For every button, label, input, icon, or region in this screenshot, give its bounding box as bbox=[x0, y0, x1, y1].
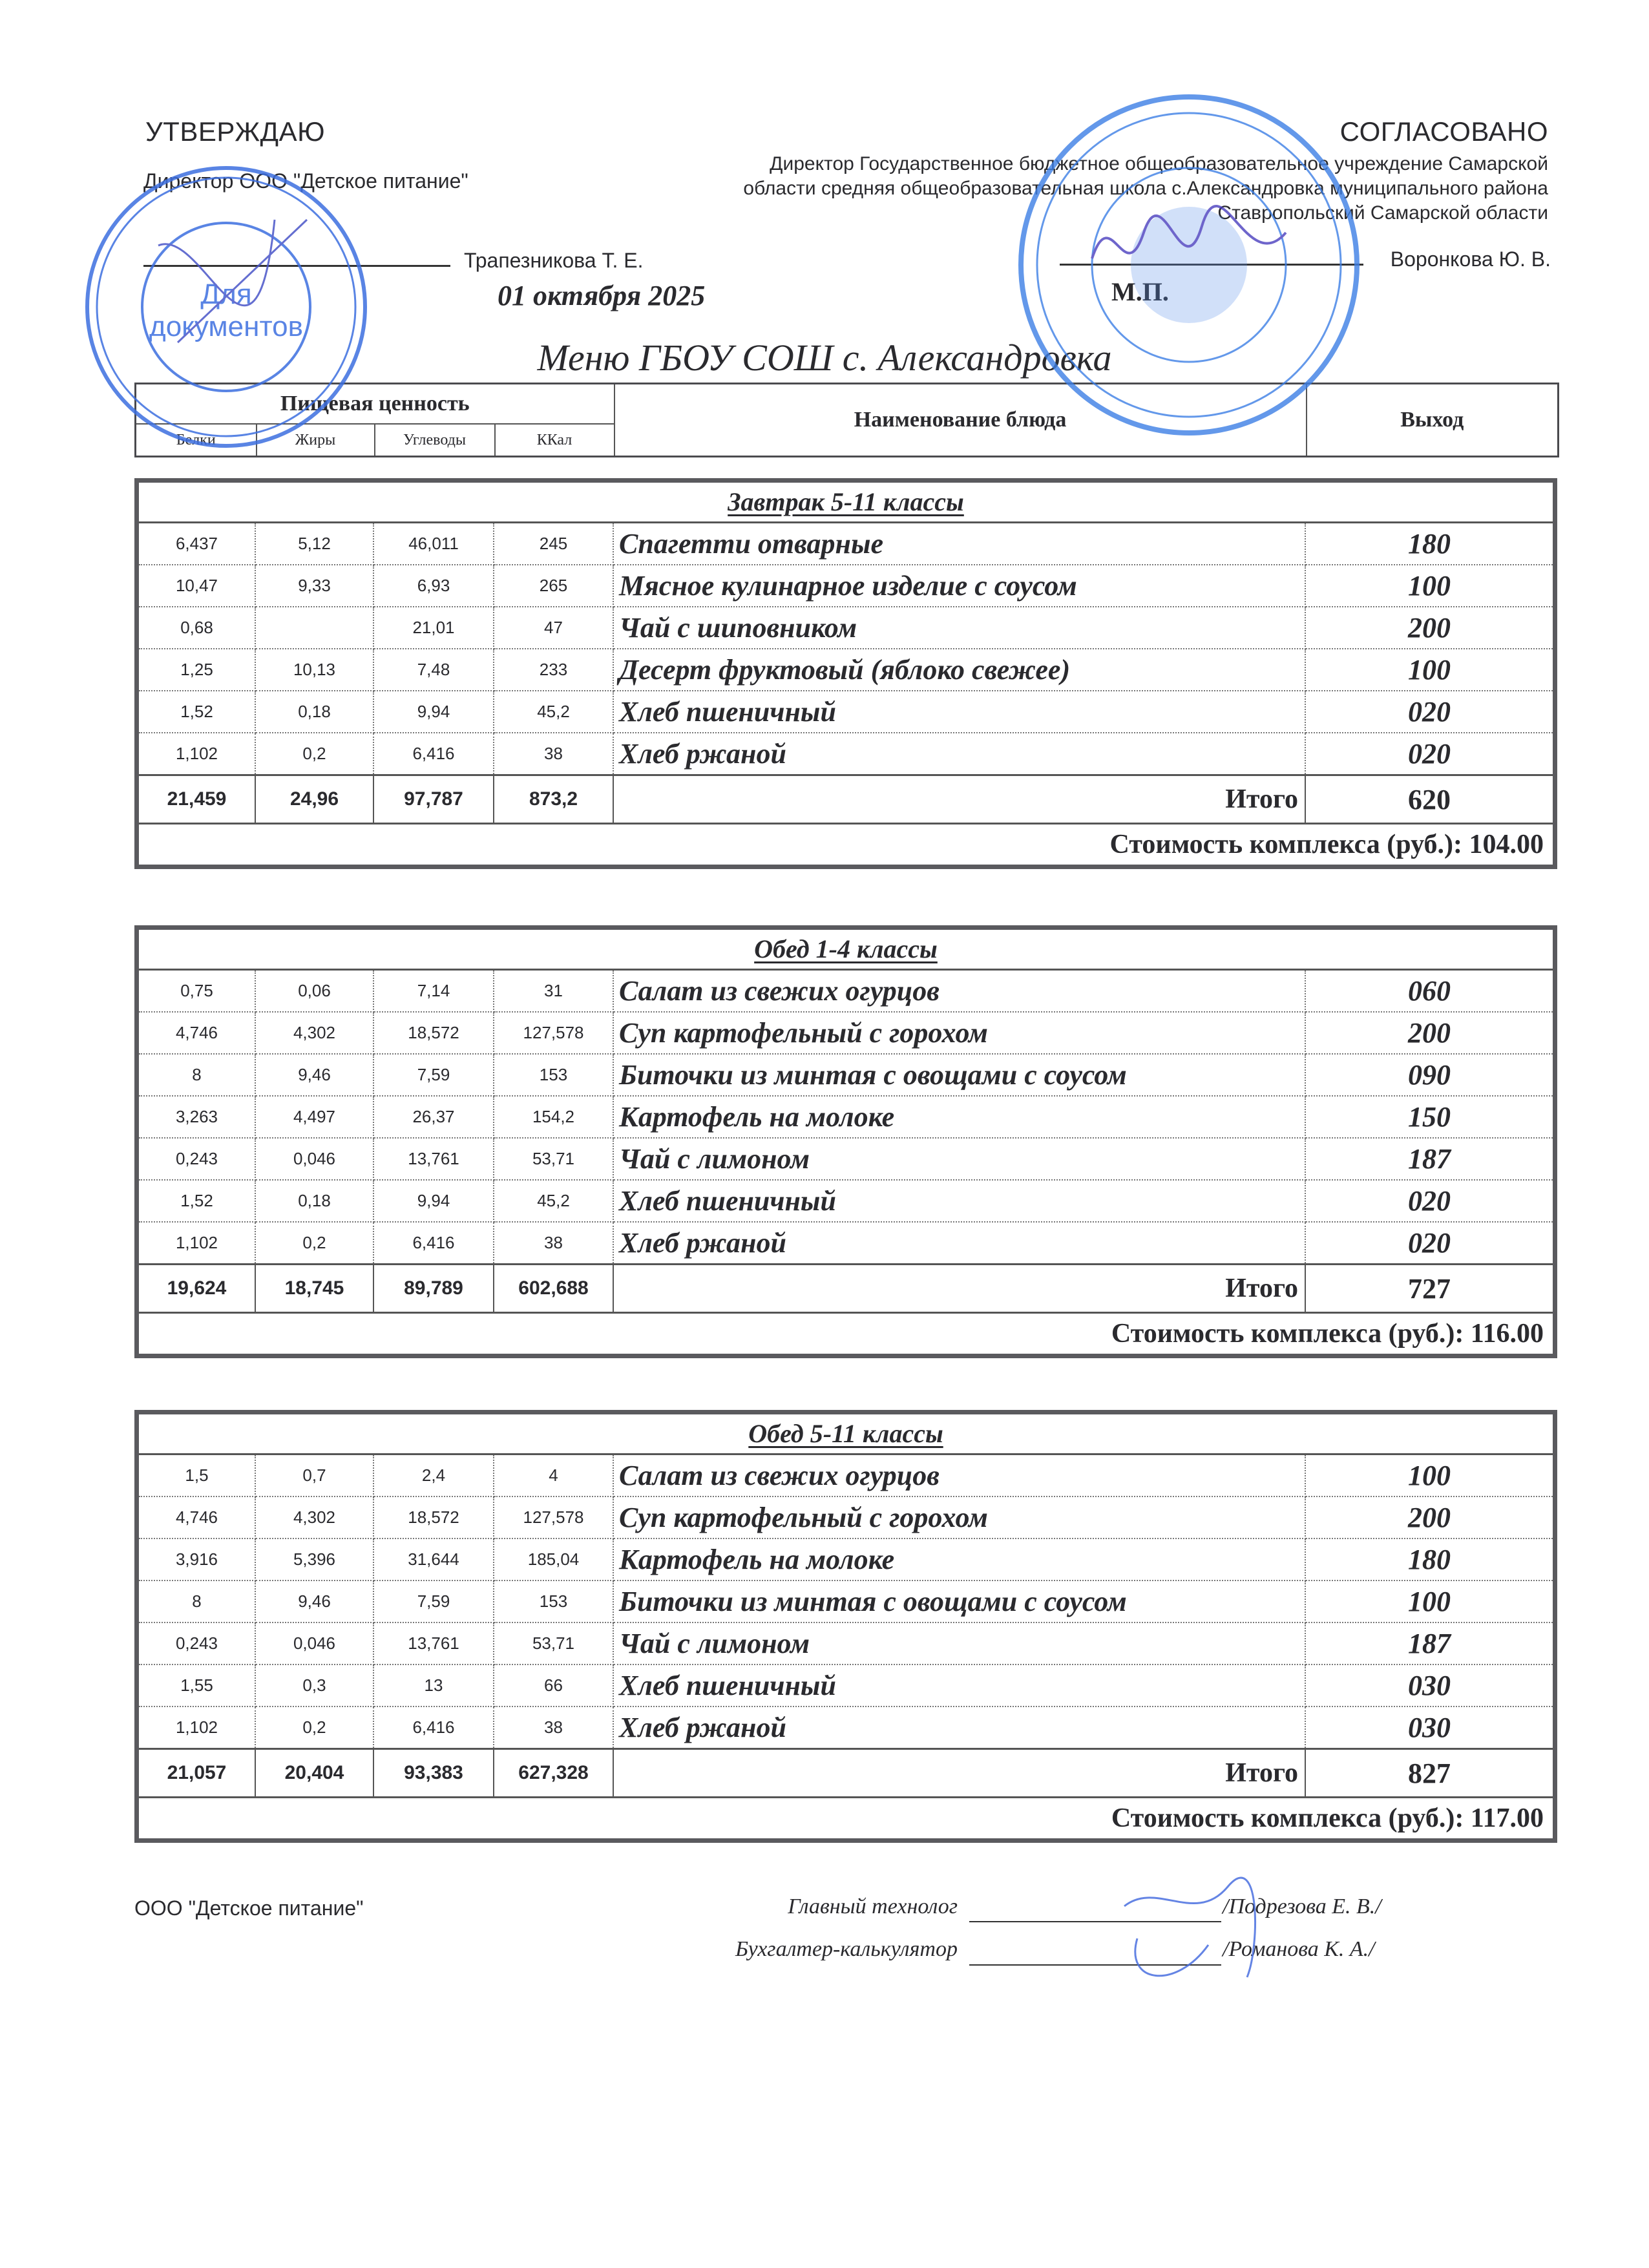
carbs-cell: 7,14 bbox=[373, 970, 494, 1013]
table-row bbox=[139, 733, 1553, 775]
menu-table bbox=[139, 1453, 1553, 1798]
total-row bbox=[139, 1265, 1553, 1313]
protein-cell: 0,68 bbox=[139, 607, 255, 649]
page-title: Меню ГБОУ СОШ с. Александровка bbox=[537, 337, 1112, 379]
section-title bbox=[139, 930, 1553, 969]
carbs-cell: 26,37 bbox=[373, 1096, 494, 1138]
dish-name-cell: Чай с шиповником bbox=[613, 607, 1305, 649]
accountant-role: Бухгалтер-калькулятор bbox=[735, 1937, 958, 1961]
yield-cell: 020 bbox=[1305, 1180, 1553, 1222]
kcal-cell: 45,2 bbox=[494, 1180, 613, 1222]
total-kcal: 873,2 bbox=[494, 775, 613, 824]
approve-title: УТВЕРЖДАЮ bbox=[145, 116, 326, 147]
protein-cell: 4,746 bbox=[139, 1012, 255, 1054]
dish-name-cell: Картофель на молоке bbox=[613, 1538, 1305, 1580]
protein-cell: 8 bbox=[139, 1580, 255, 1622]
fat-cell: 0,2 bbox=[255, 1706, 373, 1749]
dish-name-cell: Салат из свежих огурцов bbox=[613, 1454, 1305, 1497]
table-row bbox=[139, 1138, 1553, 1180]
table-row bbox=[139, 1180, 1553, 1222]
kcal-cell: 66 bbox=[494, 1664, 613, 1706]
table-row bbox=[139, 523, 1553, 565]
dish-name-cell: Суп картофельный с горохом bbox=[613, 1496, 1305, 1538]
table-row bbox=[139, 649, 1553, 691]
total-fat: 20,404 bbox=[255, 1749, 373, 1798]
total-kcal: 602,688 bbox=[494, 1265, 613, 1313]
table-row bbox=[139, 1580, 1553, 1622]
table-row bbox=[139, 565, 1553, 607]
protein-header: Белки bbox=[136, 424, 257, 457]
total-label: Итого bbox=[613, 775, 1305, 824]
carbs-cell: 6,416 bbox=[373, 1222, 494, 1265]
company-stamp-icon bbox=[61, 149, 397, 459]
kcal-cell: 245 bbox=[494, 523, 613, 565]
yield-cell: 200 bbox=[1305, 1496, 1553, 1538]
kcal-cell: 38 bbox=[494, 733, 613, 775]
dish-name-cell: Хлеб пшеничный bbox=[613, 691, 1305, 733]
yield-cell: 150 bbox=[1305, 1096, 1553, 1138]
total-row bbox=[139, 1749, 1553, 1798]
approve-name: Трапезникова Т. Е. bbox=[464, 249, 644, 272]
total-kcal: 627,328 bbox=[494, 1749, 613, 1798]
carbs-cell: 2,4 bbox=[373, 1454, 494, 1497]
table-row bbox=[139, 1496, 1553, 1538]
protein-cell: 0,243 bbox=[139, 1138, 255, 1180]
dish-name-cell: Салат из свежих огурцов bbox=[613, 970, 1305, 1013]
menu-section bbox=[134, 478, 1557, 869]
fat-header: Жиры bbox=[257, 424, 375, 457]
total-label: Итого bbox=[613, 1265, 1305, 1313]
carbs-cell: 46,011 bbox=[373, 523, 494, 565]
total-carbs: 89,789 bbox=[373, 1265, 494, 1313]
dish-name-cell: Спагетти отварные bbox=[613, 523, 1305, 565]
yield-cell: 187 bbox=[1305, 1138, 1553, 1180]
fat-cell: 0,2 bbox=[255, 733, 373, 775]
protein-cell: 1,5 bbox=[139, 1454, 255, 1497]
fat-cell: 5,12 bbox=[255, 523, 373, 565]
protein-cell: 1,52 bbox=[139, 691, 255, 733]
yield-cell: 060 bbox=[1305, 970, 1553, 1013]
approve-role: Директор ООО "Детское питание" bbox=[143, 169, 468, 193]
protein-cell: 1,102 bbox=[139, 1706, 255, 1749]
fat-cell: 0,18 bbox=[255, 1180, 373, 1222]
fat-cell: 4,497 bbox=[255, 1096, 373, 1138]
yield-cell: 020 bbox=[1305, 1222, 1553, 1265]
total-fat: 18,745 bbox=[255, 1265, 373, 1313]
yield-cell: 020 bbox=[1305, 691, 1553, 733]
carbs-cell: 13,761 bbox=[373, 1622, 494, 1664]
carbs-cell: 18,572 bbox=[373, 1496, 494, 1538]
nutrition-group-header: Пищевая ценность bbox=[136, 384, 614, 425]
dish-name-cell: Хлеб пшеничный bbox=[613, 1664, 1305, 1706]
carbs-cell: 6,93 bbox=[373, 565, 494, 607]
total-yield: 827 bbox=[1305, 1749, 1553, 1798]
carbs-cell: 13 bbox=[373, 1664, 494, 1706]
total-protein: 21,057 bbox=[139, 1749, 255, 1798]
kcal-header: ККал bbox=[495, 424, 614, 457]
kcal-cell: 45,2 bbox=[494, 691, 613, 733]
dish-name-cell: Мясное кулинарное изделие с соусом bbox=[613, 565, 1305, 607]
svg-text:Для: Для bbox=[200, 278, 252, 310]
total-yield: 620 bbox=[1305, 775, 1553, 824]
chief-technologist-name: /Подрезова Е. В./ bbox=[1223, 1895, 1381, 1918]
agree-title: СОГЛАСОВАНО bbox=[1339, 116, 1548, 147]
section-title-text: Завтрак 5-11 классы bbox=[728, 487, 964, 516]
protein-cell: 3,263 bbox=[139, 1096, 255, 1138]
fat-cell: 0,3 bbox=[255, 1664, 373, 1706]
carbs-cell: 18,572 bbox=[373, 1012, 494, 1054]
dish-name-cell: Чай с лимоном bbox=[613, 1138, 1305, 1180]
protein-cell: 3,916 bbox=[139, 1538, 255, 1580]
kcal-cell: 53,71 bbox=[494, 1622, 613, 1664]
kcal-cell: 153 bbox=[494, 1054, 613, 1096]
complex-cost: Стоимость комплекса (руб.): 116.00 bbox=[1111, 1319, 1544, 1349]
kcal-cell: 38 bbox=[494, 1706, 613, 1749]
table-row bbox=[139, 1222, 1553, 1265]
agree-role: Директор Государственное бюджетное общеобразовательное учреждение Самарской области средняя общеобразовательная школа с.Александровка муниципального района Ставропольский Самарской области bbox=[743, 153, 1548, 224]
yield-cell: 187 bbox=[1305, 1622, 1553, 1664]
total-label: Итого bbox=[613, 1749, 1305, 1798]
protein-cell: 0,75 bbox=[139, 970, 255, 1013]
table-row bbox=[139, 1054, 1553, 1096]
yield-cell: 030 bbox=[1305, 1664, 1553, 1706]
kcal-cell: 233 bbox=[494, 649, 613, 691]
table-row bbox=[139, 1538, 1553, 1580]
kcal-cell: 154,2 bbox=[494, 1096, 613, 1138]
protein-cell: 1,52 bbox=[139, 1180, 255, 1222]
yield-cell: 020 bbox=[1305, 733, 1553, 775]
yield-cell: 180 bbox=[1305, 1538, 1553, 1580]
fat-cell: 10,13 bbox=[255, 649, 373, 691]
carbs-cell: 7,48 bbox=[373, 649, 494, 691]
dish-name-cell: Биточки из минтая с овощами с соусом bbox=[613, 1580, 1305, 1622]
dish-name-cell: Суп картофельный с горохом bbox=[613, 1012, 1305, 1054]
footer-signatures-icon bbox=[1098, 1867, 1292, 1997]
total-yield: 727 bbox=[1305, 1265, 1553, 1313]
total-fat: 24,96 bbox=[255, 775, 373, 824]
svg-text:документов: документов bbox=[149, 311, 303, 342]
carbs-cell: 21,01 bbox=[373, 607, 494, 649]
table-row bbox=[139, 691, 1553, 733]
yield-cell: 090 bbox=[1305, 1054, 1553, 1096]
yield-cell: 100 bbox=[1305, 649, 1553, 691]
fat-cell: 9,46 bbox=[255, 1054, 373, 1096]
fat-cell: 9,33 bbox=[255, 565, 373, 607]
fat-cell: 0,046 bbox=[255, 1138, 373, 1180]
table-row bbox=[139, 1622, 1553, 1664]
protein-cell: 1,55 bbox=[139, 1664, 255, 1706]
total-row bbox=[139, 775, 1553, 824]
kcal-cell: 127,578 bbox=[494, 1496, 613, 1538]
kcal-cell: 31 bbox=[494, 970, 613, 1013]
protein-cell: 0,243 bbox=[139, 1622, 255, 1664]
yield-cell: 100 bbox=[1305, 565, 1553, 607]
protein-cell: 6,437 bbox=[139, 523, 255, 565]
protein-cell: 10,47 bbox=[139, 565, 255, 607]
carbs-cell: 31,644 bbox=[373, 1538, 494, 1580]
total-protein: 21,459 bbox=[139, 775, 255, 824]
kcal-cell: 4 bbox=[494, 1454, 613, 1497]
carbs-cell: 6,416 bbox=[373, 1706, 494, 1749]
dish-name-cell: Чай с лимоном bbox=[613, 1622, 1305, 1664]
yield-header: Выход bbox=[1307, 384, 1559, 457]
complex-cost: Стоимость комплекса (руб.): 117.00 bbox=[1111, 1803, 1544, 1833]
carbs-cell: 7,59 bbox=[373, 1580, 494, 1622]
section-title-text: Обед 1-4 классы bbox=[754, 934, 938, 963]
seal-mark: М.П. bbox=[1111, 277, 1169, 306]
total-carbs: 93,383 bbox=[373, 1749, 494, 1798]
yield-cell: 200 bbox=[1305, 607, 1553, 649]
kcal-cell: 153 bbox=[494, 1580, 613, 1622]
fat-cell: 4,302 bbox=[255, 1012, 373, 1054]
dish-name-cell: Десерт фруктовый (яблоко свежее) bbox=[613, 649, 1305, 691]
menu-section bbox=[134, 1410, 1557, 1843]
yield-cell: 100 bbox=[1305, 1580, 1553, 1622]
yield-cell: 100 bbox=[1305, 1454, 1553, 1497]
fat-cell: 0,7 bbox=[255, 1454, 373, 1497]
table-row bbox=[139, 1012, 1553, 1054]
fat-cell: 5,396 bbox=[255, 1538, 373, 1580]
yield-cell: 200 bbox=[1305, 1012, 1553, 1054]
table-row bbox=[139, 970, 1553, 1013]
fat-cell: 0,046 bbox=[255, 1622, 373, 1664]
kcal-cell: 185,04 bbox=[494, 1538, 613, 1580]
kcal-cell: 127,578 bbox=[494, 1012, 613, 1054]
carbs-header: Углеводы bbox=[375, 424, 495, 457]
yield-cell: 180 bbox=[1305, 523, 1553, 565]
kcal-cell: 265 bbox=[494, 565, 613, 607]
protein-cell: 1,102 bbox=[139, 1222, 255, 1265]
accountant-name: /Романова К. А./ bbox=[1223, 1937, 1375, 1961]
kcal-cell: 38 bbox=[494, 1222, 613, 1265]
dish-name-cell: Хлеб ржаной bbox=[613, 733, 1305, 775]
fat-cell: 0,2 bbox=[255, 1222, 373, 1265]
table-row bbox=[139, 1706, 1553, 1749]
menu-table bbox=[139, 969, 1553, 1314]
yield-cell: 030 bbox=[1305, 1706, 1553, 1749]
chief-technologist-role: Главный технолог bbox=[788, 1895, 958, 1918]
fat-cell: 0,06 bbox=[255, 970, 373, 1013]
school-seal-icon bbox=[1014, 84, 1363, 446]
dish-name-cell: Хлеб ржаной bbox=[613, 1222, 1305, 1265]
table-row bbox=[139, 1454, 1553, 1497]
fat-cell: 4,302 bbox=[255, 1496, 373, 1538]
carbs-cell: 9,94 bbox=[373, 691, 494, 733]
menu-section bbox=[134, 925, 1557, 1358]
table-row bbox=[139, 1096, 1553, 1138]
dish-name-cell: Картофель на молоке bbox=[613, 1096, 1305, 1138]
dish-name-cell: Биточки из минтая с овощами с соусом bbox=[613, 1054, 1305, 1096]
complex-cost: Стоимость комплекса (руб.): 104.00 bbox=[1109, 830, 1544, 859]
fat-cell bbox=[255, 607, 373, 649]
fat-cell: 0,18 bbox=[255, 691, 373, 733]
agree-name: Воронкова Ю. В. bbox=[1390, 247, 1551, 271]
section-title bbox=[139, 1414, 1553, 1453]
carbs-cell: 7,59 bbox=[373, 1054, 494, 1096]
menu-table bbox=[139, 521, 1553, 824]
protein-cell: 4,746 bbox=[139, 1496, 255, 1538]
carbs-cell: 13,761 bbox=[373, 1138, 494, 1180]
carbs-cell: 6,416 bbox=[373, 733, 494, 775]
dish-name-cell: Хлеб пшеничный bbox=[613, 1180, 1305, 1222]
fat-cell: 9,46 bbox=[255, 1580, 373, 1622]
kcal-cell: 47 bbox=[494, 607, 613, 649]
dish-name-cell: Хлеб ржаной bbox=[613, 1706, 1305, 1749]
protein-cell: 1,25 bbox=[139, 649, 255, 691]
total-carbs: 97,787 bbox=[373, 775, 494, 824]
table-row bbox=[139, 607, 1553, 649]
dish-name-header: Наименование блюда bbox=[614, 384, 1307, 457]
carbs-cell: 9,94 bbox=[373, 1180, 494, 1222]
approve-date: 01 октября 2025 bbox=[498, 280, 706, 311]
footer-org: ООО "Детское питание" bbox=[134, 1896, 364, 1920]
kcal-cell: 53,71 bbox=[494, 1138, 613, 1180]
protein-cell: 1,102 bbox=[139, 733, 255, 775]
section-title-text: Обед 5-11 классы bbox=[748, 1419, 943, 1448]
protein-cell: 8 bbox=[139, 1054, 255, 1096]
table-row bbox=[139, 1664, 1553, 1706]
total-protein: 19,624 bbox=[139, 1265, 255, 1313]
section-title bbox=[139, 483, 1553, 521]
